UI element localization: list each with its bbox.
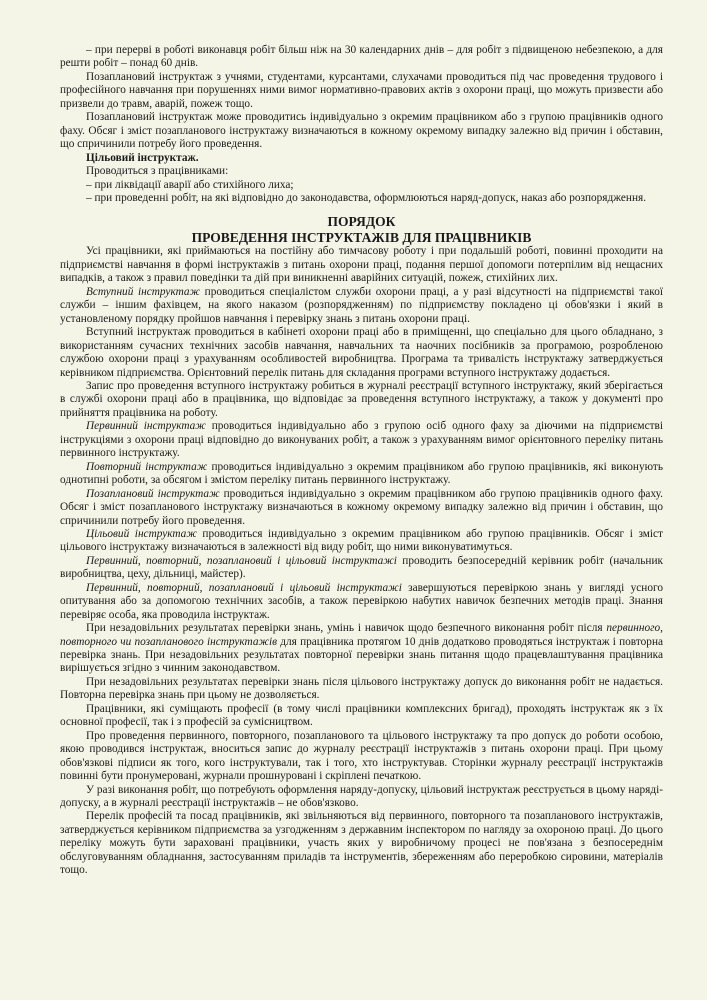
- paragraph-combined-professions: Працівники, які суміщають професії (в тому числі працівники комплексних бригад), проходять інструктаж як з їх основної професії, так і з професій за сумісництвом.: [60, 702, 663, 729]
- paragraph-unsatisfactory-results: [60, 622, 663, 676]
- paragraph-who-conducts: [60, 555, 663, 582]
- text-target: проводиться індивідуально з окремим працівником або групою працівників. Обсяг і зміст цільового інструктажу визначаються в залежності від виду робіт, що ними виконуватимуться.: [60, 527, 663, 554]
- paragraph-permit-record: У разі виконання робіт, що потребують оформлення наряду-допуску, цільовий інструктаж реєструється в цьому наряді-допуску, а в журналі реєстрації інструктажів – не обов'язково.: [60, 783, 663, 810]
- heading-target-briefing: Цільовий інструктаж.: [86, 151, 199, 164]
- paragraph-all-workers: Усі працівники, які приймаються на постійну або тимчасову роботу і при подальшій роботі, повинні проходити на підприємстві навчання в формі інструктажів з питань охорони праці, подання першої допомоги потерпілим від нещасних випадків, а також з правил поведінки та дій при виникненні аварійних ситуацій, пожеж, стихійних лих.: [60, 245, 663, 285]
- text-repeated: проводиться індивідуально з окремим працівником або групою працівників, які виконують однотипні роботи, за обсягом і змістом переліку питань первинного інструктажу.: [60, 460, 663, 487]
- paragraph-target-unsatisfactory: При незадовільних результатах перевірки знань після цільового інструктажу допуск до виконання робіт не надається. Повторна перевірка знань при цьому не дозволяється.: [60, 675, 663, 702]
- paragraph-knowledge-check: [60, 582, 663, 622]
- paragraph-primary: [60, 420, 663, 460]
- text-introductory: проводиться спеціалістом служби охорони праці, а у разі відсутності на підприємстві такої служби – іншим фахівцем, на якого наказом (розпорядженням) по підприємству покладено ці обов'язки і який в установленому порядку пройшов навчання і перевірку знань з питань охорони праці.: [60, 285, 663, 325]
- text-unsatisfactory-a: При незадовільних результатах перевірки знань, умінь і навичок щодо безпечного виконання робіт після: [86, 622, 607, 635]
- term-briefing-kinds: первинного, повторного чи позапланового інструктажів: [60, 622, 663, 648]
- paragraph-break-rule: – при перерві в роботі виконавця робіт більш ніж на 30 календарних днів – для робіт з підвищеною небезпекою, а для решти робіт – понад 60 днів.: [60, 44, 663, 70]
- term-target: Цільовий інструктаж: [86, 527, 197, 540]
- paragraph-exemption-list: Перелік професій та посад працівників, які звільняються від первинного, повторного та позапланового інструктажів, затверджується керівником підприємства за узгодженням з державним інспектором по нагляду за охороною праці. До цього переліку можуть бути зараховані працівники, участь яких у виробничому процесі не пов'язана з безпосереднім обслуговуванням обладнання, застосуванням приладів та інструментів, збереженням або переробкою сировини, матеріалів тощо.: [60, 810, 663, 877]
- paragraph-target: [60, 528, 663, 555]
- paragraph-students-briefing: Позаплановий інструктаж з учнями, студентами, курсантами, слухачами проводиться під час проведення трудового і професійного навчання при порушеннях ними вимог нормативно-правових актів з охорони праці, що можуть призвести або призвели до травм, аварій, пожеж тощо.: [60, 70, 663, 110]
- list-item-accident: – при ліквідації аварії або стихійного лиха;: [86, 178, 294, 191]
- paragraph-introductory-place: Вступний інструктаж проводиться в кабінеті охорони праці або в приміщенні, що спеціально для цього обладнано, з використанням сучасних технічних засобів навчання, навчальних та наочних посібників за програмою, розробленою службою охорони праці з урахуванням особливостей виробництва. Програма та тривалість інструктажу затверджується керівником підприємства. Орієнтовний перелік питань для складання програми вступного інструктажу додається.: [60, 326, 663, 379]
- paragraph-journal-record: Про проведення первинного, повторного, позапланового та цільового інструктажу та про допуск до роботи особою, якою проводився інструктаж, вноситься запис до журналу реєстрації інструктажів з питань охорони праці. При цьому обов'язкові підписи як того, кого інструктували, так і того, хто інструктував. Сторінки журналу реєстрації інструктажів повинні бути пронумеровані, журнали прошнуровані і скріплені печаткою.: [60, 729, 663, 783]
- paragraph-unscheduled: [60, 488, 663, 528]
- text-knowledge-check: завершуються перевіркою знань у вигляді усного опитування або за допомогою технічних засобів, а також перевіркою набутих навичок безпечних методів праці. Знання перевіряє особа, яка проводила інструктаж.: [60, 581, 663, 621]
- term-introductory: Вступний інструктаж: [86, 285, 201, 298]
- text-primary: проводиться індивідуально або з групою осіб одного фаху за діючими на підприємстві інструкціями з охорони праці відповідно до виконуваних робіт, а також з урахуванням вимог орієнтовного переліку питань первинного інструктажу.: [60, 420, 663, 460]
- section-subtitle: ПРОВЕДЕННЯ ІНСТРУКТАЖІВ ДЛЯ ПРАЦІВНИКІВ: [191, 229, 532, 245]
- list-item-permit: – при проведенні робіт, на які відповідно до законодавства, оформлюються наряд-допуск, наказ або розпорядження.: [86, 191, 647, 204]
- term-repeated: Повторний інструктаж: [86, 460, 208, 473]
- section-title: ПОРЯДОК: [327, 214, 396, 230]
- paragraph-introductory: [60, 286, 663, 326]
- text-unscheduled: проводиться індивідуально з окремим працівником або групою працівників одного фаху. Обсяг і зміст позапланового інструктажу визначаються в кожному окремому випадку залежно від причин і обставин, що спричинили потребу його проведення.: [60, 487, 664, 527]
- paragraph-conducted-with: Проводиться з працівниками:: [86, 165, 229, 178]
- term-primary: Первинний інструктаж: [86, 420, 206, 433]
- term-unscheduled: Позаплановий інструктаж: [86, 487, 220, 500]
- text-who-conducts: проводить безпосередній керівник робіт (начальник виробництва, цеху, дільниці, майстер).: [60, 554, 663, 581]
- paragraph-repeated: [60, 461, 663, 488]
- text-unsatisfactory-b: для працівника протягом 10 днів додатково проводяться інструктаж і повторна перевірка знань. При незадовільних результатах повторної перевірки знань питання щодо працевлаштування працівника вирішується згідно з чинним законодавством.: [60, 635, 663, 675]
- term-all-briefings: Первинний, повторний, позаплановий і цільовий інструктажі: [86, 554, 397, 567]
- term-all-briefings-check: Первинний, повторний, позаплановий і цільовий інструктажі: [86, 581, 402, 594]
- paragraph-introductory-record: Запис про проведення вступного інструктажу робиться в журналі реєстрації вступного інструктажу, який зберігається в службі охорони праці або в працівника, що відповідає за проведення вступного інструктажу, а також у документі про прийняття працівника на роботу.: [60, 379, 663, 419]
- paragraph-unscheduled-briefing: Позаплановий інструктаж може проводитись індивідуально з окремим працівником або з групою працівників одного фаху. Обсяг і зміст позапланового інструктажу визначаються в кожному окремому випадку залежно від причин і обставин, що спричинили потребу його проведення.: [60, 111, 663, 151]
